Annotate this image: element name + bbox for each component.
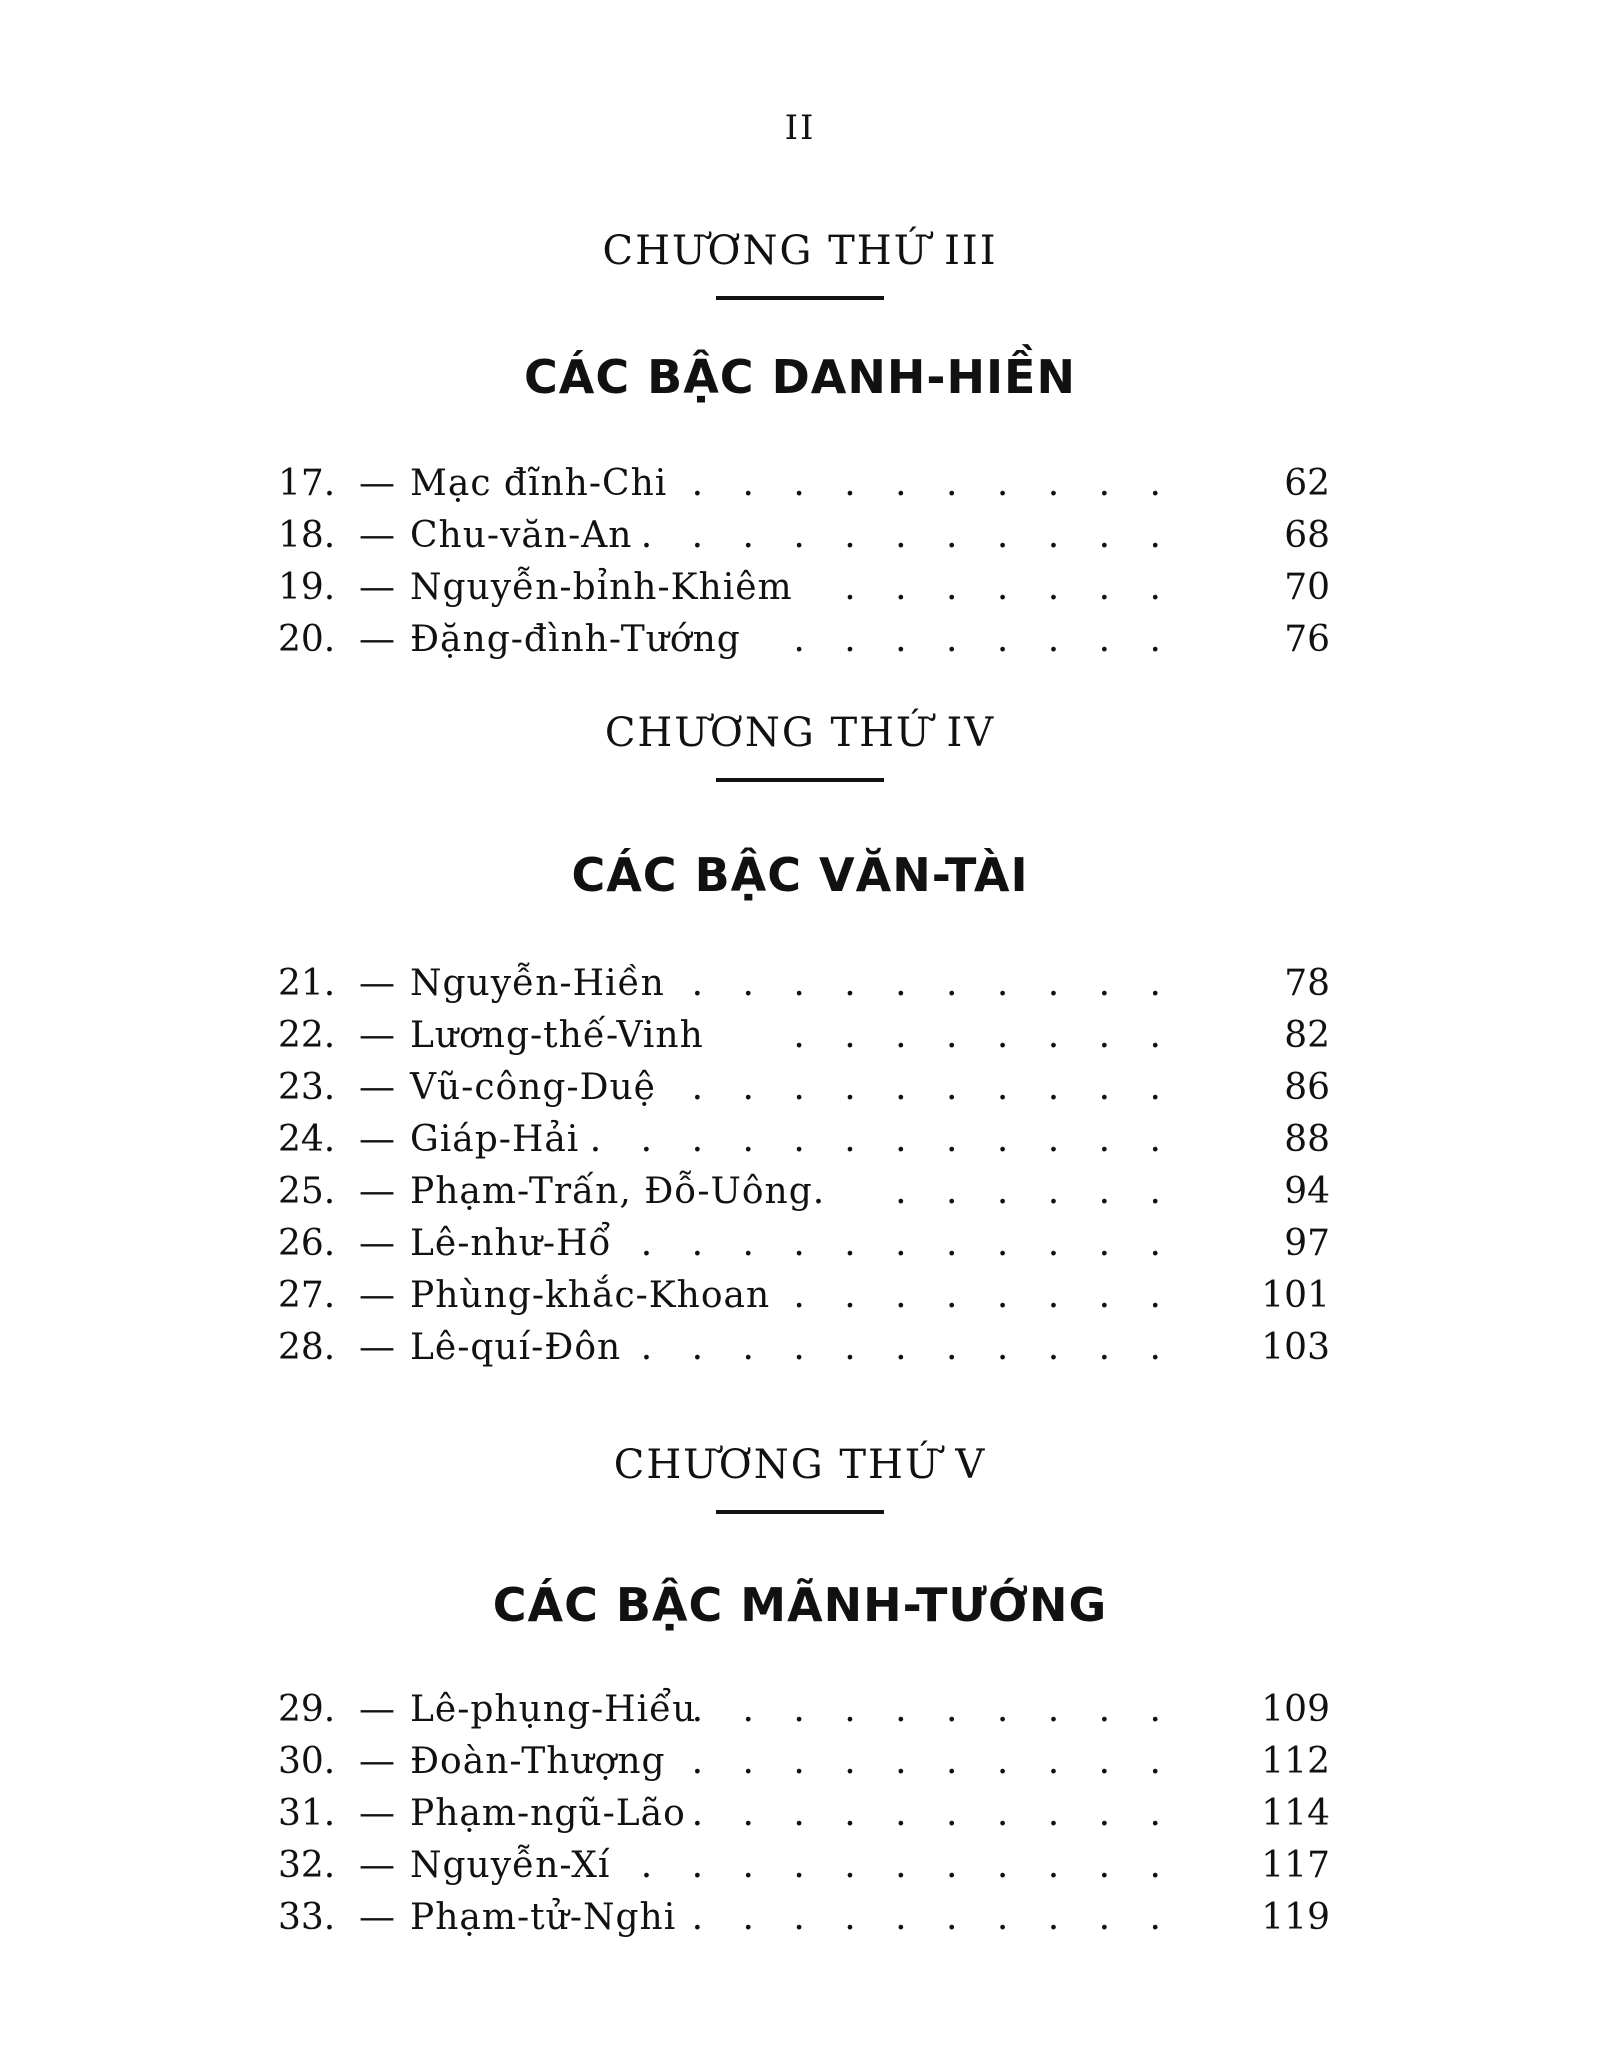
entry-page: 94 [1284,1171,1330,1212]
entry-number: 20. [278,619,336,660]
entry-title: Phạm-tử-Nghi [410,1897,677,1938]
entry-number: 30. [278,1741,336,1782]
entry-number: 32. [278,1845,336,1886]
entry-dash: — [359,1793,395,1834]
entry-page: 101 [1261,1275,1330,1316]
entry-title: Đoàn-Thượng [410,1741,666,1782]
entry-page: 109 [1261,1689,1330,1730]
entry-number: 23. [278,1067,336,1108]
section-title: CÁC BẬC VĂN-TÀI [571,848,1029,902]
entry-number: 31. [278,1793,336,1834]
entry-page: 112 [1261,1741,1330,1782]
dot-leader: . . . . . . . . . . . [640,1845,1175,1886]
dot-leader: . . . . . . . . . . . [640,515,1175,556]
entry-title: Giáp-Hải [410,1119,580,1160]
dot-leader: . . . . . . . . . . [691,1689,1175,1730]
entry-number: 24. [278,1119,336,1160]
section-title: CÁC BẬC DANH-HIỀN [524,350,1076,404]
toc-entry [0,562,1600,614]
entry-title: Mạc đĩnh-Chi [410,463,668,504]
chapter-divider [716,1510,884,1514]
entry-page: 119 [1261,1897,1330,1938]
toc-entry [0,1788,1600,1840]
entry-dash: — [359,1845,395,1886]
entry-dash: — [359,463,395,504]
dot-leader: . . . . . . . . . . [691,1897,1175,1938]
entry-page: 86 [1284,1067,1330,1108]
entry-dash: — [359,1067,395,1108]
entry-number: 33. [278,1897,336,1938]
entry-page: 103 [1261,1327,1330,1368]
dot-leader: . . . . . . . [844,567,1175,608]
toc-entry [0,958,1600,1010]
entry-number: 28. [278,1327,336,1368]
entry-number: 19. [278,567,336,608]
entry-dash: — [359,1275,395,1316]
entry-number: 18. [278,515,336,556]
chapter-heading: CHƯƠNG THỨ IV [604,710,996,756]
toc-entry [0,1684,1600,1736]
entry-number: 27. [278,1275,336,1316]
toc-entry [0,1114,1600,1166]
toc-entry [0,1892,1600,1944]
entry-title: Lương-thế-Vinh [410,1015,704,1056]
entry-dash: — [359,1741,395,1782]
entry-dash: — [359,963,395,1004]
entry-title: Nguyễn-bỉnh-Khiêm [410,567,793,608]
dot-leader: . . . . . . . . . . [691,463,1175,504]
entry-dash: — [359,619,395,660]
entry-title: Lê-phụng-Hiểu [410,1689,697,1730]
entry-dash: — [359,515,395,556]
entry-page: 70 [1284,567,1330,608]
chapter-block-4 [0,710,1600,782]
entry-dash: — [359,1689,395,1730]
entry-number: 21. [278,963,336,1004]
entry-title: Phạm-Trấn, Đỗ-Uông. [410,1171,826,1212]
entry-page: 117 [1261,1845,1330,1886]
entry-dash: — [359,1897,395,1938]
chapter-heading: CHƯƠNG THỨ III [602,228,998,274]
dot-leader: . . . . . . . . [793,1015,1175,1056]
toc-entry [0,510,1600,562]
entry-title: Nguyễn-Xí [410,1845,611,1886]
toc-list [0,958,1600,1374]
dot-leader: . . . . . . . . . . [691,963,1175,1004]
entry-page: 68 [1284,515,1330,556]
dot-leader: . . . . . . . . . . [691,1793,1175,1834]
toc-entry [0,1218,1600,1270]
entry-title: Nguyễn-Hiền [410,963,665,1004]
entry-title: Lê-quí-Đôn [410,1327,622,1368]
entry-dash: — [359,1119,395,1160]
entry-page: 76 [1284,619,1330,660]
entry-page: 82 [1284,1015,1330,1056]
chapter-block-5 [0,1442,1600,1514]
entry-number: 25. [278,1171,336,1212]
toc-entry [0,458,1600,510]
entry-dash: — [359,1327,395,1368]
entry-dash: — [359,567,395,608]
entry-title: Đặng-đình-Tướng [410,619,741,660]
dot-leader: . . . . . . . . [793,1275,1175,1316]
dot-leader: . . . . . . [895,1171,1175,1212]
dot-leader: . . . . . . . . . . [691,1741,1175,1782]
toc-entry [0,1270,1600,1322]
entry-title: Chu-văn-An [410,515,633,556]
entry-title: Vũ-công-Duệ [410,1067,656,1108]
toc-list [0,458,1600,666]
toc-entry [0,1010,1600,1062]
entry-page: 88 [1284,1119,1330,1160]
toc-entry [0,1166,1600,1218]
chapter-heading: CHƯƠNG THỨ V [613,1442,987,1488]
entry-page: 97 [1284,1223,1330,1264]
section-title: CÁC BẬC MÃNH-TƯỚNG [492,1578,1108,1632]
toc-entry [0,1736,1600,1788]
entry-dash: — [359,1171,395,1212]
toc-entry [0,1840,1600,1892]
entry-number: 17. [278,463,336,504]
dot-leader: . . . . . . . . . . . . [589,1119,1175,1160]
entry-number: 22. [278,1015,336,1056]
entry-page: 78 [1284,963,1330,1004]
toc-entry [0,614,1600,666]
entry-page: 62 [1284,463,1330,504]
chapter-block-3 [0,228,1600,300]
toc-entry [0,1322,1600,1374]
entry-title: Phùng-khắc-Khoan [410,1275,771,1316]
dot-leader: . . . . . . . . . . . [640,1327,1175,1368]
entry-number: 26. [278,1223,336,1264]
page-number: II [784,108,816,148]
entry-page: 114 [1261,1793,1330,1834]
entry-title: Phạm-ngũ-Lão [410,1793,686,1834]
toc-entry [0,1062,1600,1114]
dot-leader: . . . . . . . . [793,619,1175,660]
entry-number: 29. [278,1689,336,1730]
entry-title: Lê-như-Hổ [410,1223,612,1264]
chapter-divider [716,778,884,782]
chapter-divider [716,296,884,300]
dot-leader: . . . . . . . . . . . [640,1223,1175,1264]
entry-dash: — [359,1223,395,1264]
entry-dash: — [359,1015,395,1056]
dot-leader: . . . . . . . . . . [691,1067,1175,1108]
toc-list [0,1684,1600,1944]
